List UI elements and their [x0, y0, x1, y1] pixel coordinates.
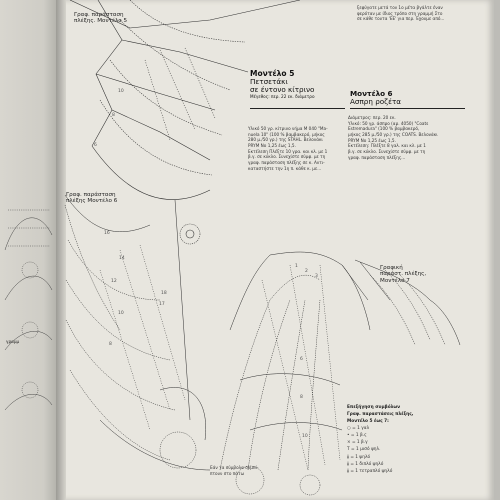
legend-item-slip-stitch: • = 1 β.ς — [347, 433, 367, 439]
model5-title: Μοντέλο 5 — [250, 69, 295, 78]
svg-text:14: 14 — [119, 256, 125, 261]
half-double-symbol-icon: T — [347, 447, 351, 453]
model6-rule — [350, 108, 465, 109]
legend-item-quad-treble: ǂ = 1 τετραπλό ψηλό — [347, 468, 393, 474]
model6-subtitle: Ασπρη ροζέτα — [350, 96, 402, 106]
legend-item-chain: ○ = 1 γαλ — [347, 426, 370, 432]
svg-text:10: 10 — [118, 311, 124, 316]
svg-text:8: 8 — [300, 395, 303, 400]
model5-diagram-label: Γραφ. παράσταση πλέξης. Μοντέλο 5 — [74, 12, 128, 25]
model5-instructions: Υλικό 50 γρ. κίτρινο νήμα Μ 040 "Ma- nuela 10" (100 % βαμβακερό, μήκος 280 μ./50 γρ.) της STAHL. Βελονάκι PRYM No 1,25 έως 1,5. Εκτέλεση Πλέξτε 10 γρα. και κλ. με 1 β.γ. σε κύκλο. Συνεχίστε σύμφ. με τη γραφ. παράσταση πλέξης σε κ. Αντι- καταστήστε την 1η π. κάθε κ. με... — [248, 126, 328, 171]
legend-item-half-double: T = 1 μισό ψηλ. — [347, 447, 381, 453]
model5-subtitle1: Πετσετάκι — [250, 77, 288, 87]
treble-symbol-icon: ǂ — [347, 461, 351, 467]
double-symbol-icon: ǂ — [347, 454, 351, 460]
svg-text:6: 6 — [300, 357, 303, 362]
svg-text:10: 10 — [302, 434, 308, 439]
chain-symbol-icon: ○ — [347, 426, 353, 432]
svg-text:12: 12 — [111, 279, 117, 284]
model6-instructions: Διάμετρος: περ. 20 εκ. Υλικό: 50 γρ. άσπρο (αρ. 4050) "Coats Estremadura" (100 % βαμβακερό, μήκος 285 μ./50 γρ.) της COATS. Βελονάκι PRYM No 1,25 έως 1,5. Εκτέλεση: Πλέξτε 8 γαλ. και κλ. με 1 β.γ. σε κύκλο. Συνεχίστε σύμφ. με τη γραφ. παράσταση πλέξης... — [348, 115, 438, 160]
svg-text:8: 8 — [112, 113, 115, 118]
model6-title-box — [350, 90, 470, 106]
slip-stitch-symbol-icon: • — [347, 433, 351, 439]
model7-diagram-label: Γραφική παράστ. πλέξης, Μοντέλο 7 — [380, 265, 427, 284]
quad-treble-symbol-icon: ǂ — [347, 468, 351, 474]
legend-item-single-crochet: × = 1 β.γ — [347, 440, 368, 446]
svg-text:10: 10 — [118, 89, 124, 94]
footnote: Εάν τα σύμβολα συμπί- πτουν στο πάτω — [210, 465, 259, 476]
svg-text:18: 18 — [161, 291, 167, 296]
svg-text:2: 2 — [305, 269, 308, 274]
single-crochet-symbol-icon: × — [347, 440, 352, 446]
svg-text:1: 1 — [295, 264, 298, 269]
svg-text:16: 16 — [104, 231, 110, 236]
right-top-text: ξεφύγατε μετά τον 1ο μέτα βγάλτε έναν φερόταν με ίδιος τρόπο στη γραμμή Στο σε κάθε τουτα 'ΕΕ' για περ. Έχουμε από... — [357, 5, 445, 22]
model6-title: Μοντέλο 6 — [350, 89, 393, 98]
model5-title-box — [250, 70, 342, 100]
svg-text:17: 17 — [159, 302, 165, 307]
svg-text:8: 8 — [109, 342, 112, 347]
legend-item-treble: ǂ = 1 διπλό ψηλό — [347, 461, 384, 467]
svg-text:3: 3 — [315, 274, 318, 279]
legend-item-double: ǂ = 1 ψηλό — [347, 454, 371, 460]
legend-title: Επεξήγηση συμβόλων Γραφ. παραστάσεις πλέξης, Μοντέλο 5 έως 7: — [347, 405, 414, 425]
model6-diagram-label: Γραφ. παράσταση πλέξης Μοντέλο 6 — [66, 192, 118, 205]
model5-size: Μέγεθος: περ. 22 εκ. διάμετρο — [250, 94, 315, 100]
symbol-legend — [347, 404, 467, 475]
left-page-caption: γραμμ — [6, 339, 20, 344]
model5-subtitle2: σε έντονο κίτρινο — [250, 85, 315, 95]
model5-rule — [250, 108, 345, 109]
svg-text:6: 6 — [94, 143, 97, 148]
